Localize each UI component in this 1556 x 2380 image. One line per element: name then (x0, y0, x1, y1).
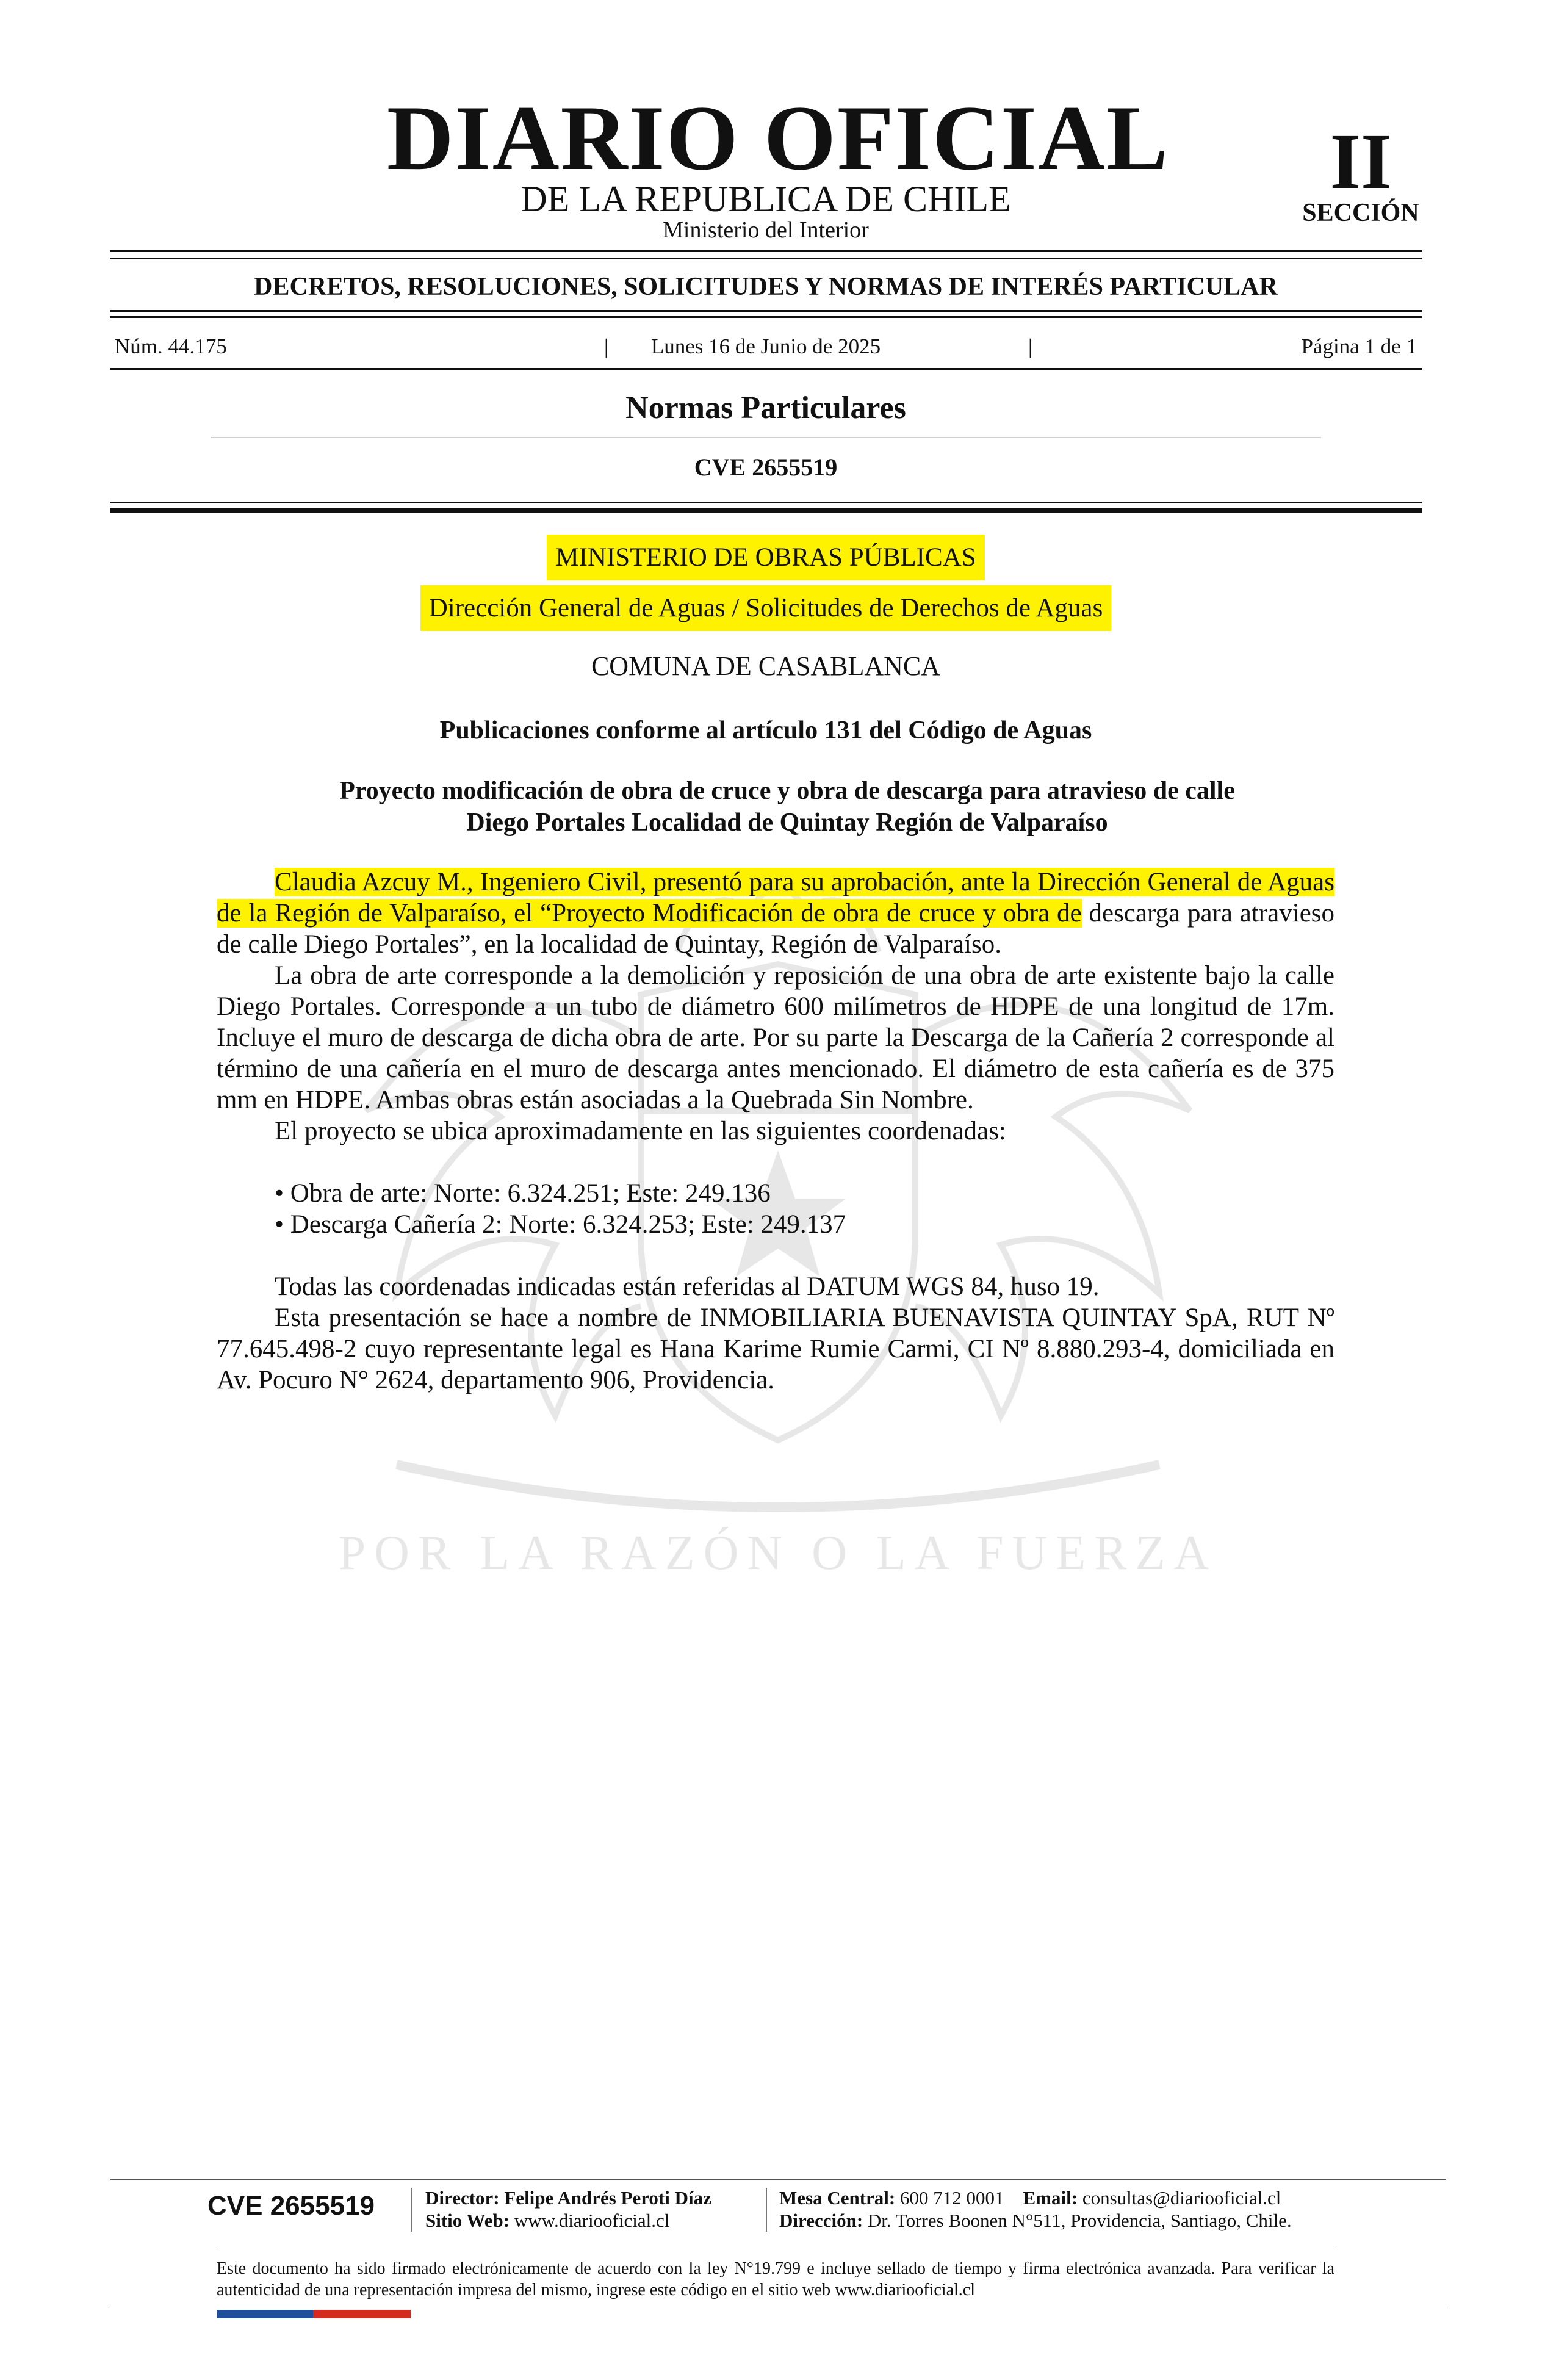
category-banner: DECRETOS, RESOLUCIONES, SOLICITUDES Y NORMAS DE INTERÉS PARTICULAR (254, 273, 1278, 301)
watermark-motto: POR LA RAZÓN O LA FUERZA (338, 1526, 1218, 1580)
masthead-subtitle: DE LA REPUBLICA DE CHILE (520, 179, 1011, 219)
project-title-line-2: Diego Portales Localidad de Quintay Región de Valparaíso (466, 809, 1108, 837)
website-label: Sitio Web: (425, 2210, 510, 2231)
body-paragraph-1-rest: descarga para atravieso de calle Diego Portales”, en la localidad de Quintay, Región de Valparaíso. (217, 899, 1335, 959)
phone-number: 600 712 0001 (900, 2187, 1004, 2209)
footer-notice: Este documento ha sido firmado electrónicamente de acuerdo con la ley N°19.799 e incluye sellado de tiempo y firma electrónica avanzada. Para verificar la autenticidad de una representación impresa del mismo, ingrese este código en el sitio web www.diariooficial.cl (217, 2259, 1334, 2299)
notice-body (217, 867, 1334, 1396)
address-text: Dr. Torres Boonen N°511, Providencia, Santiago, Chile. (867, 2210, 1292, 2231)
coordinate-item: • Obra de arte: Norte: 6.324.251; Este: 249.136 (275, 1179, 771, 1208)
coordinates-list (217, 1178, 1334, 1240)
body-paragraph-1 (217, 867, 1334, 960)
section-heading-underline (211, 437, 1321, 438)
masthead-title: DIARIO OFICIAL (386, 87, 1170, 189)
footer-separator (411, 2188, 412, 2232)
issue-divider (110, 368, 1422, 370)
footer-cve-code: CVE 2655519 (207, 2191, 375, 2221)
body-paragraph-3: El proyecto se ubica aproximadamente en las siguientes coordenadas: (275, 1117, 1006, 1145)
phone-label: Mesa Central: (779, 2187, 896, 2209)
director-label: Director: (425, 2187, 500, 2209)
director-name: Felipe Andrés Peroti Díaz (504, 2187, 711, 2209)
section-label: SECCIÓN (1302, 199, 1419, 227)
website-link[interactable]: www.diariooficial.cl (514, 2210, 670, 2231)
address-label: Dirección: (779, 2210, 863, 2231)
body-paragraph-1-highlight: Claudia Azcuy M., Ingeniero Civil, presentó para su aprobación, ante la Dirección General de Aguas de la Región de Valparaíso, el “Proyecto Modificación de obra de cruce y obra de (217, 868, 1334, 928)
footer-director-block (425, 2187, 711, 2232)
issue-info-row (110, 334, 1422, 365)
flag-red-segment (313, 2310, 411, 2318)
section-heading: Normas Particulares (625, 391, 906, 425)
masthead-divider-top (110, 250, 1422, 252)
coordinate-item: • Descarga Cañería 2: Norte: 6.324.253; Este: 249.137 (275, 1210, 846, 1239)
category-divider-top (110, 310, 1422, 312)
body-paragraph-5: Esta presentación se hace a nombre de INMOBILIARIA BUENAVISTA QUINTAY SpA, RUT Nº 77.645.498-2 cuyo representante legal es Hana Karime Rumie Carmi, CI Nº 8.880.293-4, domiciliada en Av. Pocuro N° 2624, departamento 906, Providencia. (217, 1304, 1334, 1394)
email-link[interactable]: consultas@diariooficial.cl (1082, 2187, 1281, 2209)
ministry-header-text: MINISTERIO DE OBRAS PÚBLICAS (547, 535, 984, 580)
flag-blue-segment (217, 2310, 313, 2318)
project-title-line-1: Proyecto modificación de obra de cruce y obra de descarga para atravieso de calle (339, 777, 1235, 805)
footer-contact-block (779, 2187, 1292, 2232)
body-paragraph-2: La obra de arte corresponde a la demolición y reposición de una obra de arte existente bajo la calle Diego Portales. Corresponde a un tubo de diámetro 600 milímetros de HDPE de una longitud de 17m. Incluye el muro de descarga de dicha obra de arte. Por su parte la Descarga de la Cañería 2 corresponde al término de una cañería en el muro de descarga antes mencionado. El diámetro de esta cañería es de 375 mm en HDPE. Ambas obras están asociadas a la Quebrada Sin Nombre. (217, 961, 1334, 1114)
section-numeral: II (1330, 118, 1392, 206)
email-label: Email: (1023, 2187, 1078, 2209)
header-divider-thick (110, 508, 1422, 513)
body-paragraph-4: Todas las coordenadas indicadas están referidas al DATUM WGS 84, huso 19. (275, 1272, 1100, 1301)
header-divider-thin (110, 502, 1422, 503)
masthead-divider-bottom (110, 258, 1422, 259)
publication-basis: Publicaciones conforme al artículo 131 del Código de Aguas (439, 716, 1092, 745)
cve-code: CVE 2655519 (694, 453, 838, 481)
issue-date: Lunes 16 de Junio de 2025 (650, 334, 881, 358)
issue-separator: | (1028, 334, 1033, 358)
issue-number: Núm. 44.175 (115, 334, 227, 358)
issue-page: Página 1 de 1 (1301, 334, 1417, 358)
commune-header: COMUNA DE CASABLANCA (591, 651, 941, 681)
footer-divider (110, 2179, 1446, 2180)
category-divider-bottom (110, 316, 1422, 318)
masthead-ministry: Ministerio del Interior (663, 217, 869, 243)
footer-separator (766, 2188, 767, 2232)
project-title (256, 775, 1318, 838)
ministry-header (0, 544, 1532, 571)
flag-color-bar (217, 2310, 411, 2318)
direction-header-text: Dirección General de Aguas / Solicitudes de Derechos de Aguas (420, 585, 1112, 631)
issue-separator: | (604, 334, 609, 358)
direction-header (0, 595, 1532, 621)
